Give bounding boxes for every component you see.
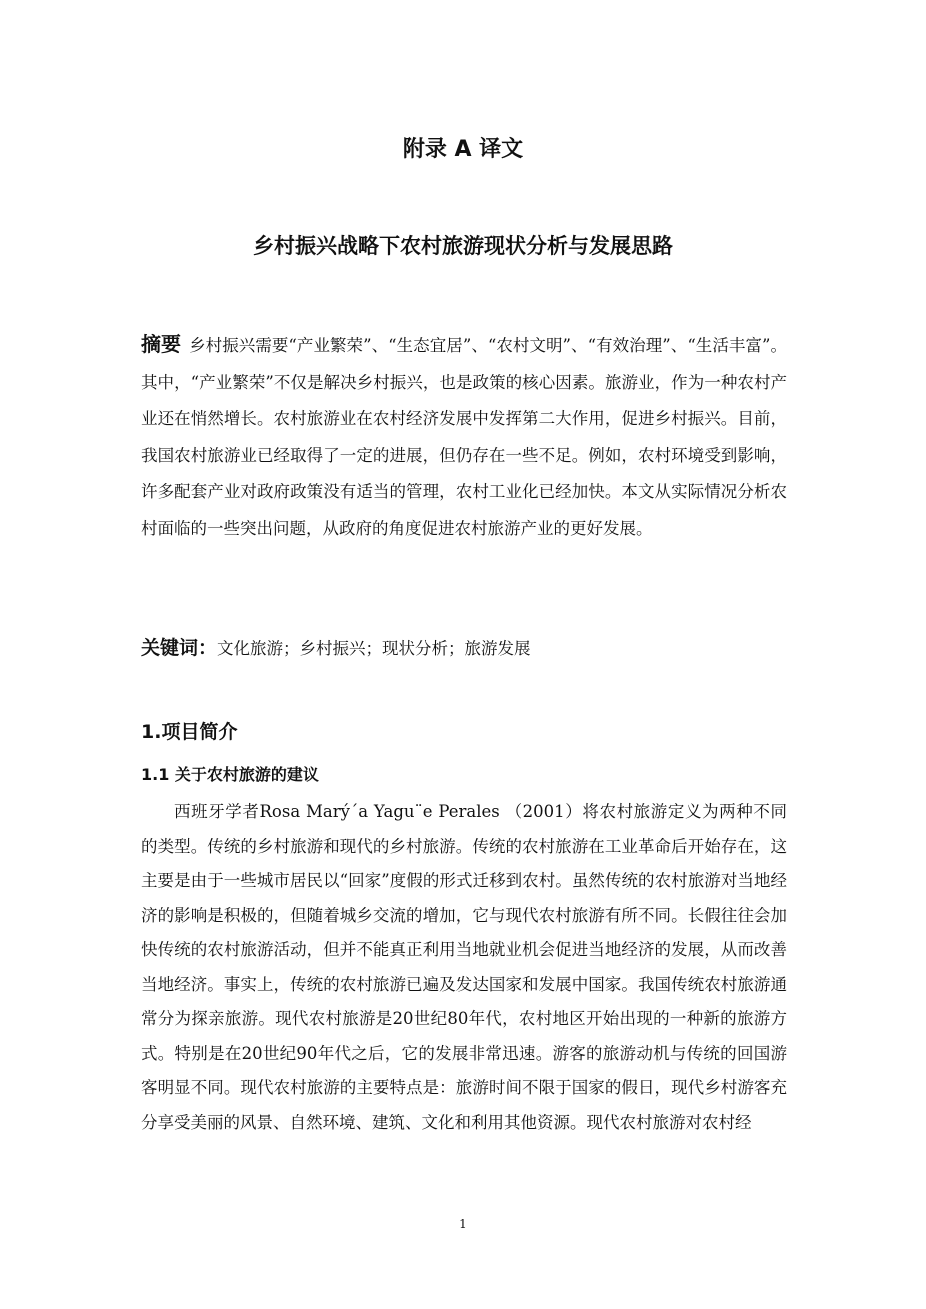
subsection-heading-1-1: 1.1 关于农村旅游的建议 [141,765,319,784]
keywords-label: 关键词： [141,637,218,659]
paper-title: 乡村振兴战略下农村旅游现状分析与发展思路 [253,234,673,258]
body-paragraph: 西班牙学者Rosa Marý´a Yagu¨e Perales （2001）将农村旅游定义为两种不同的类型。传统的乡村旅游和现代的乡村旅游。传统的农村旅游在工业革命后开始存在，这主要是由于一些城市居民以“回家”度假的形式迁移到农村。虽然传统的农村旅游对当地经济的影响是积极的，但随着城乡交流的增加，它与现代农村旅游有所不同。长假往往会加快传统的农村旅游活动，但并不能真正利用当地就业机会促进当地经济的发展，从而改善当地经济。事实上，传统的农村旅游已遍及发达国家和发展中国家。我国传统农村旅游通常分为探亲旅游。现代农村旅游是20世纪80年代，农村地区开始出现的一种新的旅游方式。特别是在20世纪90年代之后，它的发展非常迅速。游客的旅游动机与传统的回国游客明显不同。现代农村旅游的主要特点是：旅游时间不限于国家的假日，现代乡村游客充分享受美丽的风景、自然环境、建筑、文化和利用其他资源。现代农村旅游对农村经 [141,802,787,1132]
abstract [141,326,787,547]
appendix-title: 附录 A 译文 [402,137,524,162]
keywords [141,632,787,665]
page-number: 1 [459,1217,467,1231]
keywords-text: 文化旅游；乡村振兴；现状分析；旅游发展 [217,639,531,658]
abstract-label: 摘要 [141,332,182,356]
section-heading-1: 1.项目简介 [141,721,238,743]
abstract-text: 乡村振兴需要“产业繁荣”、“生态宜居”、“农村文明”、“有效治理”、“生活丰富”。其中，“产业繁荣”不仅是解决乡村振兴，也是政策的核心因素。旅游业，作为一种农村产业还在悄然增长。农村旅游业在农村经济发展中发挥第二大作用，促进乡村振兴。目前，我国农村旅游业已经取得了一定的进展，但仍存在一些不足。例如，农村环境受到影响，许多配套产业对政府政策没有适当的管理，农村工业化已经加快。本文从实际情况分析农村面临的一些突出问题，从政府的角度促进农村旅游产业的更好发展。 [141,336,788,538]
